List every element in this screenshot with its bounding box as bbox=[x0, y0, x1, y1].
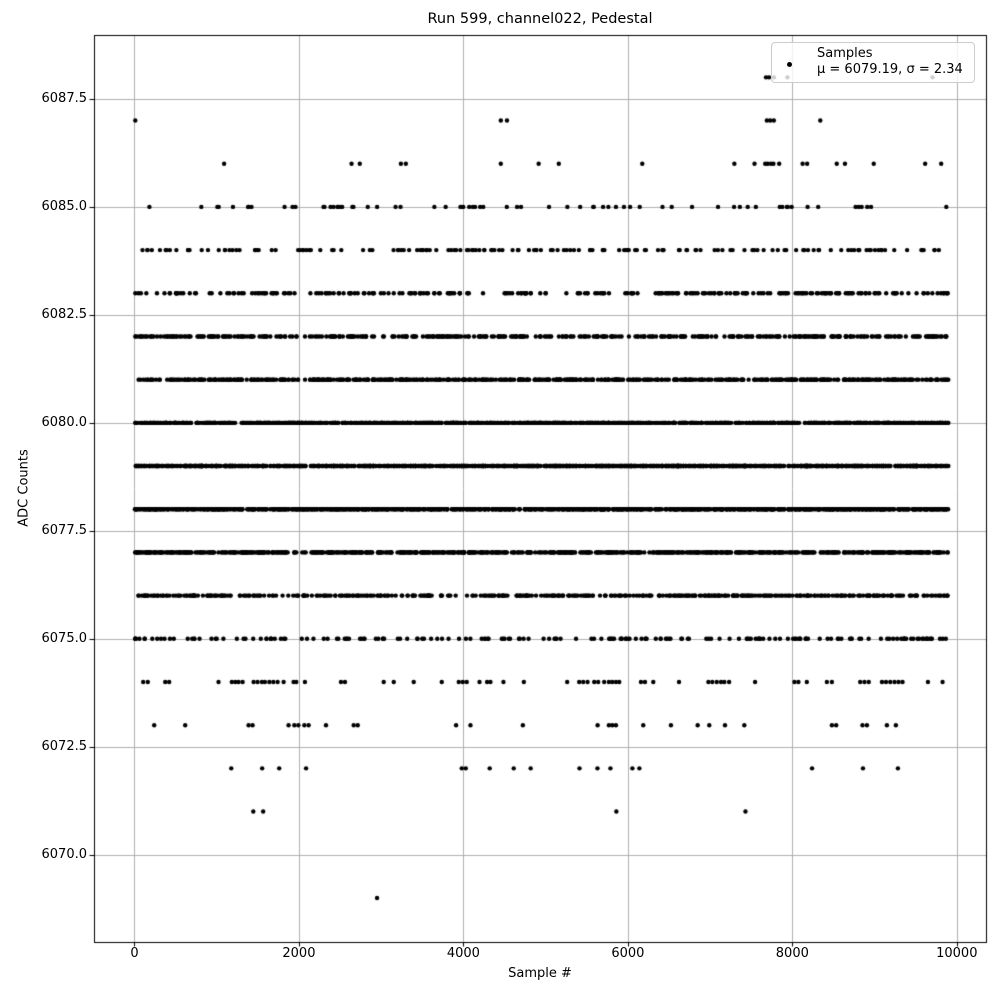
y-tick-label: 6080.0 bbox=[41, 414, 87, 430]
y-tick-label: 6082.5 bbox=[41, 306, 87, 322]
x-tick-label: 4000 bbox=[446, 946, 480, 961]
y-tick-label: 6075.0 bbox=[41, 630, 87, 646]
legend bbox=[771, 42, 975, 83]
x-tick-label: 0 bbox=[130, 946, 139, 961]
x-tick-label: 8000 bbox=[775, 946, 809, 961]
x-tick-label: 2000 bbox=[282, 946, 316, 961]
samples-marker-dot bbox=[787, 62, 792, 67]
y-tick-label: 6085.0 bbox=[41, 198, 87, 214]
y-tick-label: 6077.5 bbox=[41, 522, 87, 538]
y-tick-label: 6087.5 bbox=[41, 90, 87, 106]
y-tick-label: 6070.0 bbox=[41, 846, 87, 862]
x-tick-label: 6000 bbox=[611, 946, 645, 961]
legend-entry-samples: Samples bbox=[817, 46, 873, 61]
legend-entry-stats: μ = 6079.19, σ = 2.34 bbox=[817, 62, 963, 77]
y-axis-label: ADC Counts bbox=[16, 449, 32, 527]
x-axis-label: Sample # bbox=[508, 966, 572, 981]
chart-title: Run 599, channel022, Pedestal bbox=[427, 11, 653, 27]
y-tick-label: 6072.5 bbox=[41, 738, 87, 754]
x-tick-label: 10000 bbox=[936, 946, 978, 961]
